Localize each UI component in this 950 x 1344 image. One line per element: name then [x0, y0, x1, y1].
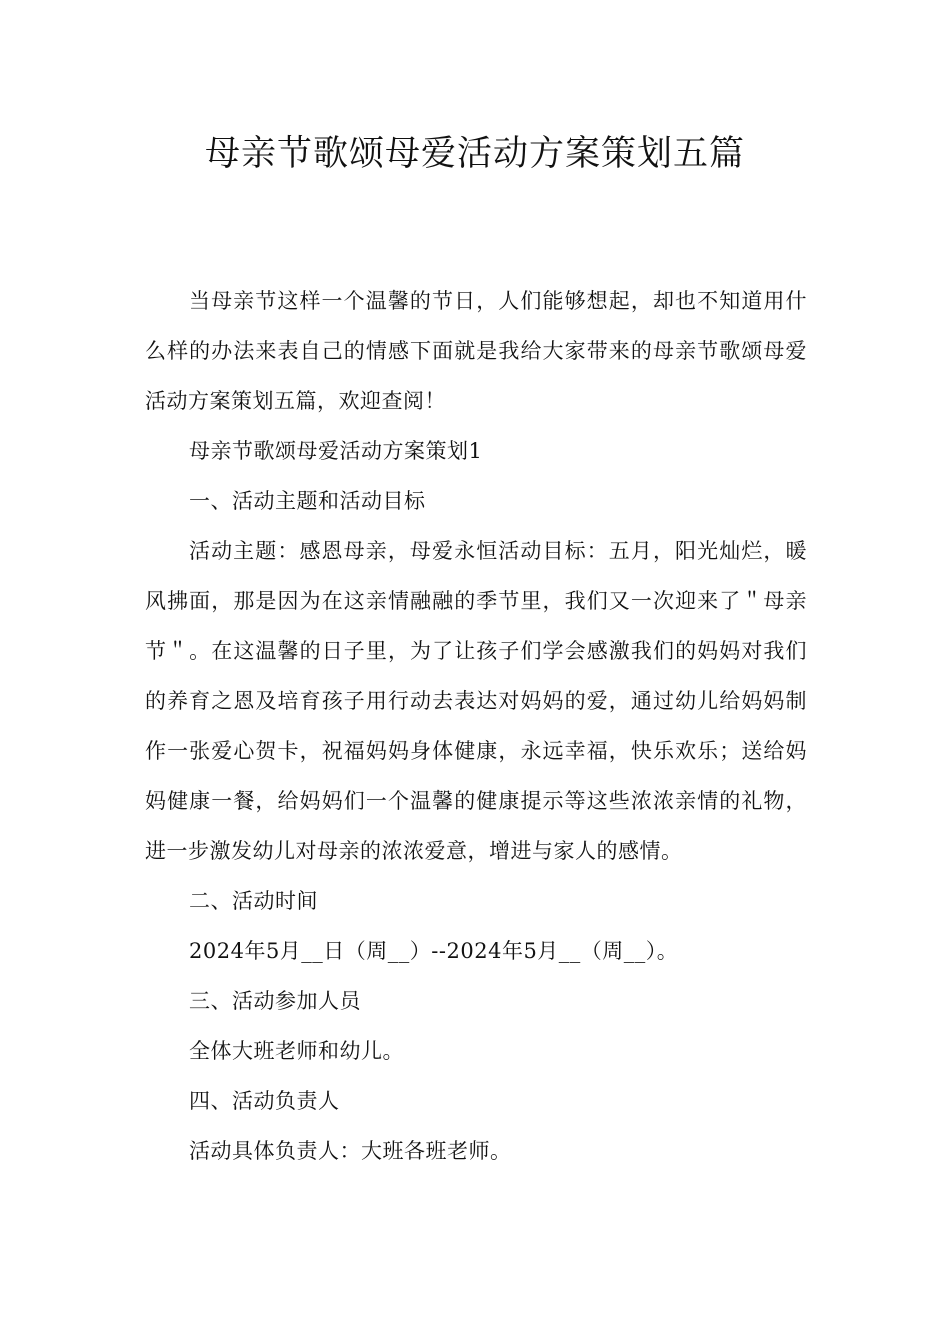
- section-heading-theme: 一、活动主题和活动目标: [189, 489, 426, 513]
- document-title: 母亲节歌颂母爱活动方案策划五篇: [204, 134, 745, 174]
- responsible-paragraph: 活动具体负责人：大班各班老师。: [189, 1139, 512, 1163]
- theme-paragraph: 活动主题：感恩母亲，母爱永恒活动目标：五月，阳光灿烂，暖风拂面，那是因为在这亲情融融的季节里，我们又一次迎来了＂母亲节＂。在这温馨的日子里，为了让孩子们学会感激我们的妈妈对我们的养育之恩及培育孩子用行动去表达对妈妈的爱，通过幼儿给妈妈制作一张爱心贺卡，祝福妈妈身体健康，永远幸福，快乐欢乐；送给妈妈健康一餐，给妈妈们一个温馨的健康提示等这些浓浓亲情的礼物，进一步激发幼儿对母亲的浓浓爱意，增进与家人的感情。: [145, 539, 807, 863]
- intro-paragraph: 当母亲节这样一个温馨的节日，人们能够想起，却也不知道用什么样的办法来表自己的情感下面就是我给大家带来的母亲节歌颂母爱活动方案策划五篇，欢迎查阅！: [145, 289, 807, 413]
- section-heading-time: 二、活动时间: [189, 889, 318, 913]
- plan-heading: 母亲节歌颂母爱活动方案策划1: [189, 439, 483, 463]
- document-body: [145, 276, 807, 1176]
- section-heading-responsible: 四、活动负责人: [189, 1089, 340, 1113]
- time-paragraph: 2024年5月__日（周__）--2024年5月__（周__）。: [189, 939, 679, 963]
- participants-paragraph: 全体大班老师和幼儿。: [189, 1039, 404, 1063]
- section-heading-participants: 三、活动参加人员: [189, 989, 361, 1013]
